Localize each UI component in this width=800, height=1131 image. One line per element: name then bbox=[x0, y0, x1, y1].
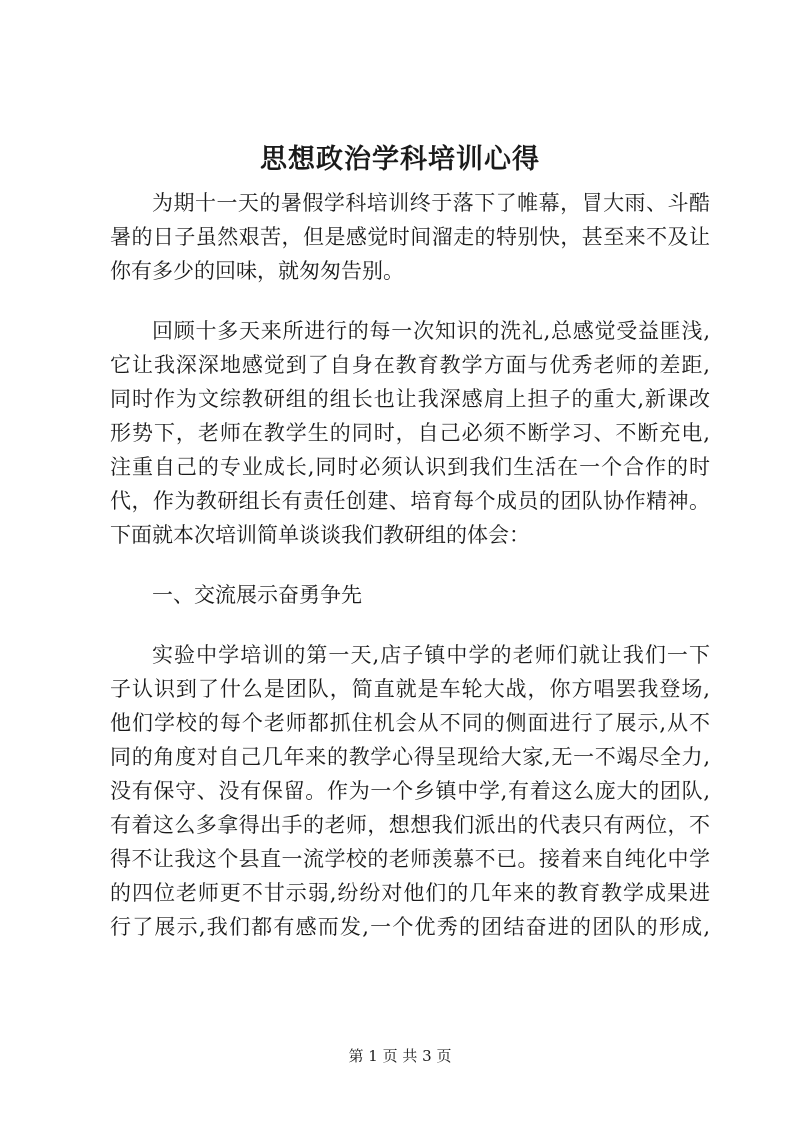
text-line: 他们学校的每个老师都抓住机会从不同的侧面进行了展示,从不 bbox=[110, 711, 710, 735]
text-line: 暑的日子虽然艰苦，但是感觉时间溜走的特别快，甚至来不及让 bbox=[110, 225, 710, 249]
section-heading: 一、交流展示奋勇争先 bbox=[152, 583, 362, 607]
text-line: 代，作为教研组长有责任创建、培育每个成员的团队协作精神。 bbox=[110, 489, 710, 513]
text-line: 为期十一天的暑假学科培训终于落下了帷幕，冒大雨、斗酷 bbox=[152, 191, 710, 215]
text-line: 实验中学培训的第一天,店子镇中学的老师们就让我们一下 bbox=[152, 643, 710, 667]
text-line: 注重自己的专业成长,同时必须认识到我们生活在一个合作的时 bbox=[110, 455, 710, 479]
text-line: 同的角度对自己几年来的教学心得呈现给大家,无一不竭尽全力, bbox=[110, 745, 710, 769]
text-line: 的四位老师更不甘示弱,纷纷对他们的几年来的教育教学成果进 bbox=[110, 881, 710, 905]
text-line: 行了展示,我们都有感而发,一个优秀的团结奋进的团队的形成, bbox=[110, 915, 710, 939]
text-line: 得不让我这个县直一流学校的老师羡慕不已。接着来自纯化中学 bbox=[110, 847, 710, 871]
text-line: 有着这么多拿得出手的老师，想想我们派出的代表只有两位，不 bbox=[110, 813, 710, 837]
text-line: 形势下，老师在教学生的同时，自己必须不断学习、不断充电, bbox=[110, 421, 710, 445]
text-line: 没有保守、没有保留。作为一个乡镇中学,有着这么庞大的团队, bbox=[110, 779, 710, 803]
text-line: 下面就本次培训简单谈谈我们教研组的体会： bbox=[110, 523, 530, 547]
text-line: 你有多少的回味，就匆匆告别。 bbox=[110, 259, 404, 283]
text-line: 它让我深深地感觉到了自身在教育教学方面与优秀老师的差距, bbox=[110, 353, 710, 377]
document-title: 思想政治学科培训心得 bbox=[260, 144, 540, 175]
text-line: 子认识到了什么是团队，简直就是车轮大战，你方唱罢我登场, bbox=[110, 677, 710, 701]
text-line: 同时作为文综教研组的组长也让我深感肩上担子的重大,新课改 bbox=[110, 387, 710, 411]
page-footer: 第 1 页 共 3 页 bbox=[348, 1047, 452, 1065]
text-line: 回顾十多天来所进行的每一次知识的洗礼,总感觉受益匪浅, bbox=[152, 319, 710, 343]
